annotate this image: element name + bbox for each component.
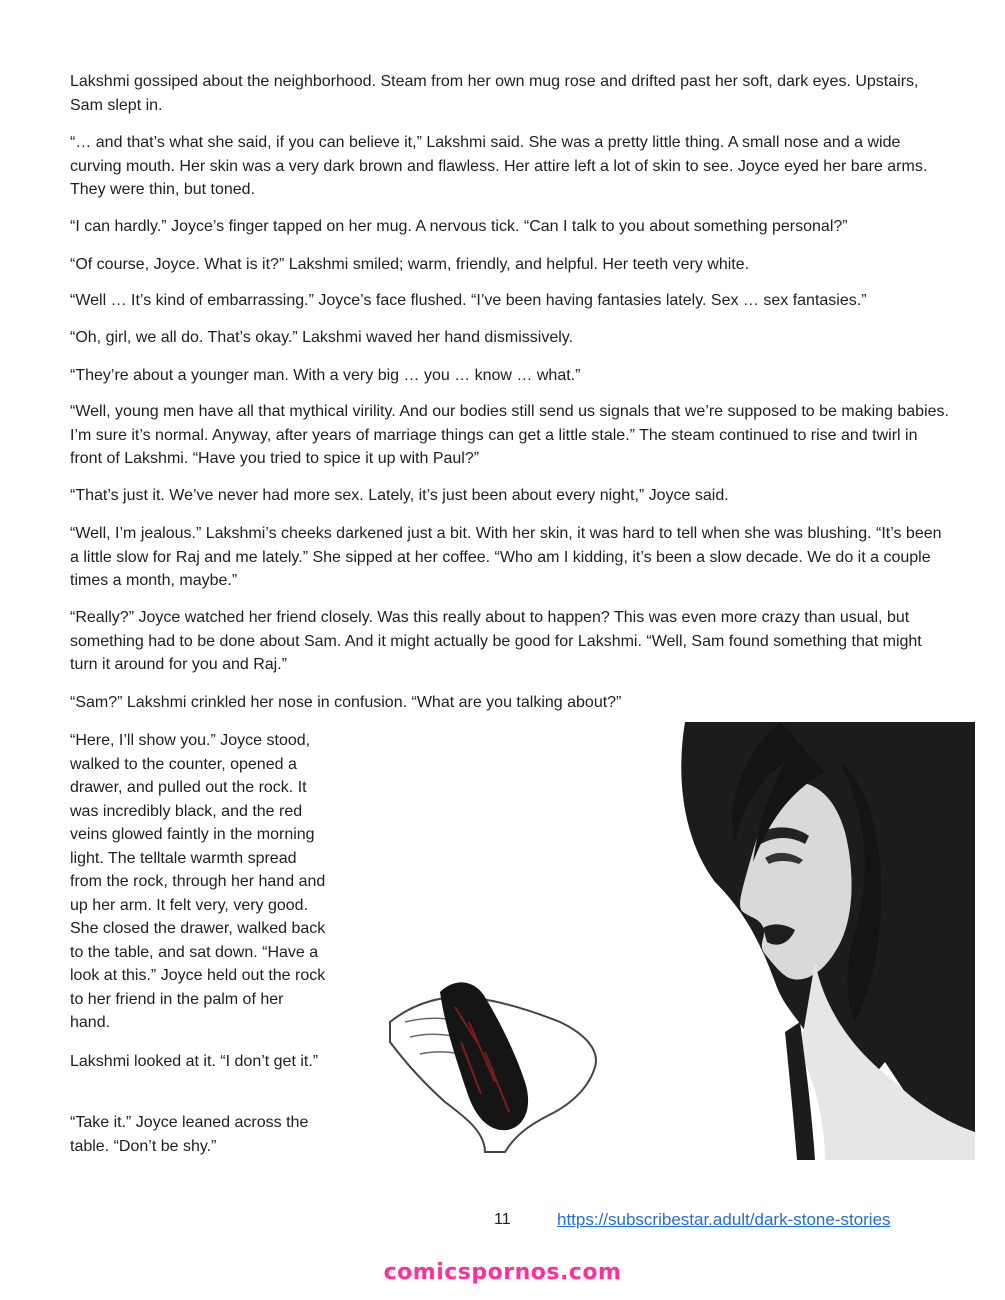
paragraph: “Really?” Joyce watched her friend closely. Was this really about to happen? This was even more crazy than usual, but something had to be done about Sam. And it might actually be good for Lakshmi. “Well, Sam found something that might turn it around for you and Raj.”	[70, 609, 922, 673]
paragraph: “… and that’s what she said, if you can believe it,” Lakshmi said. She was a pretty little thing. A small nose and a wide curving mouth. Her skin was a very dark brown and flawless. Her attire left a lot of skin to see. Joyce eyed her bare arms. They were thin, but toned.	[70, 134, 928, 198]
paragraph: “Here, I’ll show you.” Joyce stood, walked to the counter, opened a drawer, and pulled out the rock. It was incredibly black, and the red veins glowed faintly in the morning light. The telltale warmth spread from the rock, through her hand and up her arm. It felt very, very good. She closed the drawer, walked back to the table, and sat down. “Have a look at this.” Joyce held out the rock to her friend in the palm of her hand.	[70, 732, 326, 1031]
paragraph: “Take it.” Joyce leaned across the table. “Don’t be shy.”	[70, 1114, 309, 1155]
paragraph: “They’re about a younger man. With a very big … you … know … what.”	[70, 367, 581, 384]
paragraph: “Sam?” Lakshmi crinkled her nose in confusion. “What are you talking about?”	[70, 694, 622, 711]
illustration-woman-holding-rock	[385, 722, 975, 1160]
paragraph: “Well, I’m jealous.” Lakshmi’s cheeks darkened just a bit. With her skin, it was hard to tell when she was blushing. “It’s been a little slow for Raj and me lately.” She sipped at her coffee. “Who am I kidding, it’s been a slow decade. We do it a couple times a month, maybe.”	[70, 525, 942, 589]
paragraph: “Oh, girl, we all do. That’s okay.” Lakshmi waved her hand dismissively.	[70, 329, 574, 346]
paragraph: “That’s just it. We’ve never had more sex. Lately, it’s just been about every night,” Joyce said.	[70, 487, 729, 504]
paragraph: “Of course, Joyce. What is it?” Lakshmi smiled; warm, friendly, and helpful. Her teeth very white.	[70, 256, 750, 273]
page-number: 11	[494, 1211, 511, 1228]
paragraph: “Well … It’s kind of embarrassing.” Joyce’s face flushed. “I’ve been having fantasies lately. Sex … sex fantasies.”	[70, 292, 867, 309]
watermark-logo: comicspornos.com	[383, 1260, 622, 1285]
subscribestar-link[interactable]: https://subscribestar.adult/dark-stone-stories	[557, 1210, 891, 1229]
paragraph: Lakshmi gossiped about the neighborhood. Steam from her own mug rose and drifted past her soft, dark eyes. Upstairs, Sam slept in.	[70, 73, 919, 114]
paragraph: Lakshmi looked at it. “I don’t get it.”	[70, 1053, 319, 1070]
paragraph: “I can hardly.” Joyce’s finger tapped on her mug. A nervous tick. “Can I talk to you about something personal?”	[70, 218, 848, 235]
paragraph: “Well, young men have all that mythical virility. And our bodies still send us signals that we’re supposed to be making babies. I’m sure it’s normal. Anyway, after years of marriage things can get a little stale.” The steam continued to rise and twirl in front of Lakshmi. “Have you tried to spice it up with Paul?”	[70, 403, 949, 467]
